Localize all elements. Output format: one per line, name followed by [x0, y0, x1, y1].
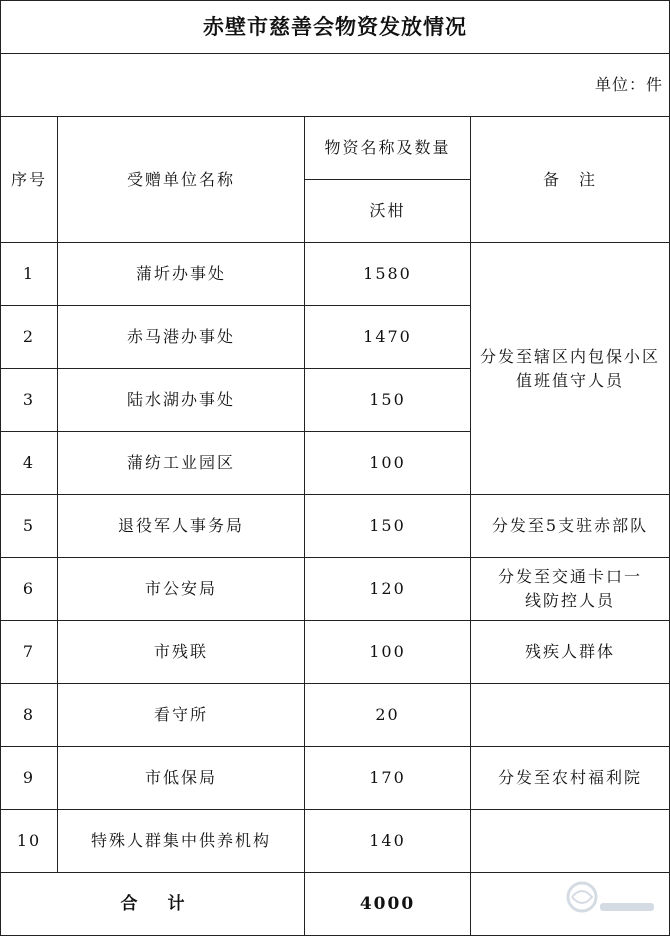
- header-index: 序号: [1, 117, 58, 243]
- table-row: [1, 495, 670, 558]
- row-index: 10: [1, 810, 58, 873]
- row-index: 3: [1, 369, 58, 432]
- row-index: 8: [1, 684, 58, 747]
- row-recipient: 退役军人事务局: [58, 495, 305, 558]
- media-logo-watermark-icon: [562, 873, 658, 927]
- table-title: 赤壁市慈善会物资发放情况: [1, 1, 670, 54]
- row-note-empty: [471, 810, 670, 873]
- row-index: 9: [1, 747, 58, 810]
- header-recipient: 受赠单位名称: [58, 117, 305, 243]
- row-quantity: 20: [305, 684, 471, 747]
- row-quantity: 170: [305, 747, 471, 810]
- row-index: 2: [1, 306, 58, 369]
- row-quantity: 150: [305, 369, 471, 432]
- row-note-empty: [471, 684, 670, 747]
- total-label: 合计: [1, 873, 305, 936]
- row-quantity: 100: [305, 432, 471, 495]
- unit-label: 单位：件: [1, 54, 670, 117]
- header-goods-item: 沃柑: [305, 180, 471, 243]
- header-note: 备 注: [471, 117, 670, 243]
- row-recipient: 市残联: [58, 621, 305, 684]
- table-row: [1, 558, 670, 621]
- row-recipient: 看守所: [58, 684, 305, 747]
- row-index: 5: [1, 495, 58, 558]
- row-index: 7: [1, 621, 58, 684]
- table-row: [1, 684, 670, 747]
- row-index: 6: [1, 558, 58, 621]
- table-row: [1, 621, 670, 684]
- row-quantity: 1580: [305, 243, 471, 306]
- row-recipient: 蒲纺工业园区: [58, 432, 305, 495]
- row-index: 4: [1, 432, 58, 495]
- row-recipient: 市低保局: [58, 747, 305, 810]
- row-quantity: 1470: [305, 306, 471, 369]
- row-recipient: 特殊人群集中供养机构: [58, 810, 305, 873]
- row-quantity: 100: [305, 621, 471, 684]
- row-recipient: 赤马港办事处: [58, 306, 305, 369]
- row-recipient: 蒲圻办事处: [58, 243, 305, 306]
- row-note: 分发至交通卡口一线防控人员: [471, 558, 670, 621]
- row-recipient: 市公安局: [58, 558, 305, 621]
- row-recipient: 陆水湖办事处: [58, 369, 305, 432]
- row-index: 1: [1, 243, 58, 306]
- row-note: 残疾人群体: [471, 621, 670, 684]
- total-value: 4000: [305, 873, 471, 936]
- header-goods: 物资名称及数量: [305, 117, 471, 180]
- table-row: [1, 243, 670, 306]
- row-quantity: 120: [305, 558, 471, 621]
- table-row: [1, 747, 670, 810]
- row-quantity: 140: [305, 810, 471, 873]
- row-note: 分发至农村福利院: [471, 747, 670, 810]
- row-quantity: 150: [305, 495, 471, 558]
- row-note: 分发至辖区内包保小区值班值守人员: [471, 243, 670, 495]
- row-note: 分发至5支驻赤部队: [471, 495, 670, 558]
- table-row: [1, 810, 670, 873]
